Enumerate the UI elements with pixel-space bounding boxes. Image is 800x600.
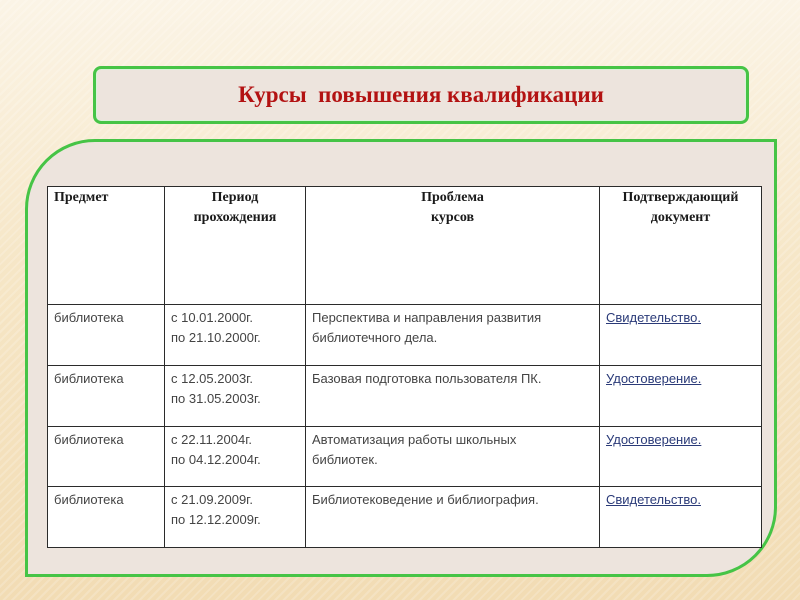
table-row [48,365,762,426]
cell-problem: Перспектива и направления развития библиотечного дела. [306,305,600,366]
cell-document [600,305,762,366]
cell-subject: библиотека [48,305,165,366]
document-link[interactable]: Удостоверение. [606,431,702,447]
header-problem: Проблема курсов [306,187,600,305]
header-document: Подтверждающий документ [600,187,762,305]
cell-subject: библиотека [48,365,165,426]
cell-problem: Базовая подготовка пользователя ПК. [306,365,600,426]
title-box [93,66,749,124]
cell-document [600,365,762,426]
header-period: Период прохождения [165,187,306,305]
cell-document [600,426,762,487]
cell-problem: Автоматизация работы школьных библиотек. [306,426,600,487]
table-row [48,487,762,548]
table-row [48,305,762,366]
header-subject: Предмет [48,187,165,305]
cell-subject: библиотека [48,487,165,548]
table-header-row [48,187,762,305]
cell-document [600,487,762,548]
document-link[interactable]: Свидетельство. [606,310,701,325]
page-title: Курсы повышения квалификации [238,82,604,107]
cell-subject: библиотека [48,426,165,487]
table-row [48,426,762,487]
cell-period: с 10.01.2000г. по 21.10.2000г. [165,305,306,366]
document-link[interactable]: Удостоверение. [606,370,702,386]
cell-period: с 12.05.2003г. по 31.05.2003г. [165,365,306,426]
cell-problem: Библиотековедение и библиография. [306,487,600,548]
courses-table [47,186,762,548]
cell-period: с 22.11.2004г. по 04.12.2004г. [165,426,306,487]
cell-period: с 21.09.2009г. по 12.12.2009г. [165,487,306,548]
document-link[interactable]: Свидетельство. [606,492,701,508]
